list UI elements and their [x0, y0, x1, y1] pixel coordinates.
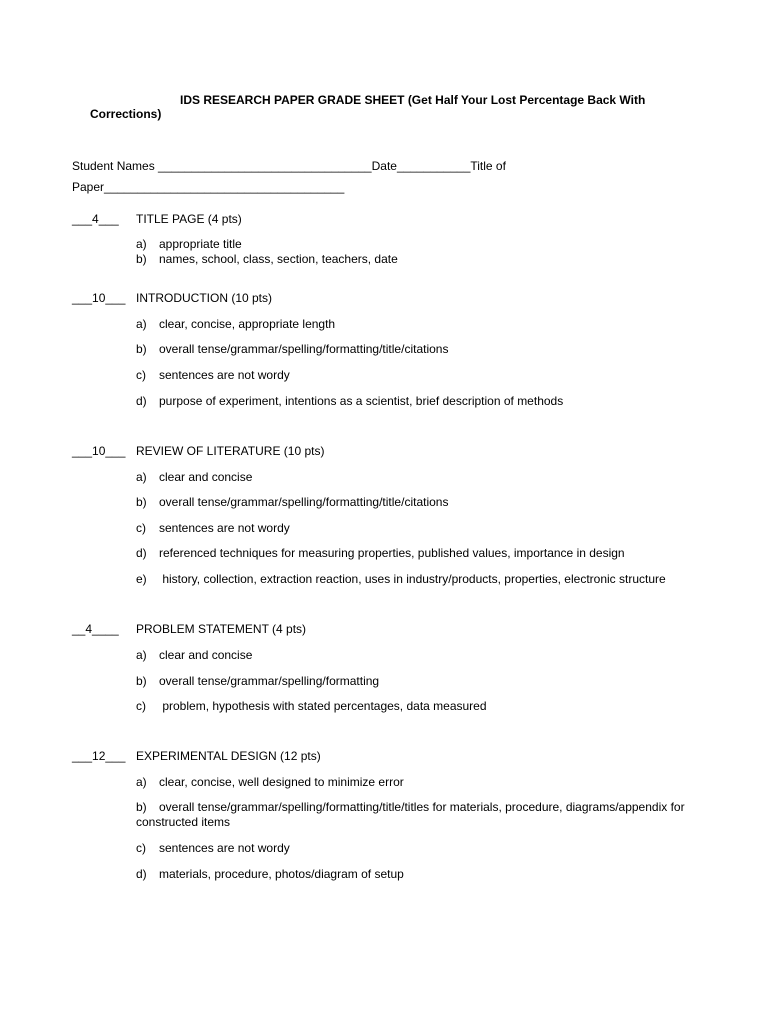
section-heading: REVIEW OF LITERATURE (10 pts)	[136, 444, 325, 458]
item-text: overall tense/grammar/spelling/formatting/title/titles for materials, procedure, diagrams/appendix for constructed items	[136, 800, 685, 829]
item-letter: a)	[136, 237, 147, 251]
section-score: __4____	[72, 622, 119, 636]
section-score: ___10___	[72, 291, 126, 305]
list-item	[136, 648, 252, 662]
list-item	[136, 572, 666, 586]
item-text: overall tense/grammar/spelling/formatting/title/citations	[159, 342, 449, 356]
student-names-date-field: Student Names ________________________________Date___________Title of	[72, 159, 506, 173]
paper-title-field: Paper____________________________________	[72, 180, 345, 194]
item-letter: c)	[136, 699, 146, 713]
item-letter: b)	[136, 800, 147, 814]
section-score: ___10___	[72, 444, 126, 458]
item-text: names, school, class, section, teachers, date	[159, 252, 398, 266]
item-letter: b)	[136, 342, 147, 356]
item-text: history, collection, extraction reaction, uses in industry/products, properties, electronic structure	[159, 572, 666, 586]
item-text: purpose of experiment, intentions as a scientist, brief description of methods	[159, 394, 564, 408]
item-letter: e)	[136, 572, 147, 586]
title-line-1: IDS RESEARCH PAPER GRADE SHEET (Get Half Your Lost Percentage Back With	[180, 93, 646, 107]
list-item	[136, 368, 290, 382]
list-item	[136, 841, 290, 855]
item-letter: d)	[136, 394, 147, 408]
item-letter: d)	[136, 867, 147, 881]
item-text: clear and concise	[159, 648, 253, 662]
item-text: sentences are not wordy	[159, 368, 290, 382]
list-item	[136, 867, 404, 881]
item-text: clear, concise, appropriate length	[159, 317, 336, 331]
item-text: clear, concise, well designed to minimize error	[159, 775, 404, 789]
item-text: materials, procedure, photos/diagram of setup	[159, 867, 404, 881]
item-text: overall tense/grammar/spelling/formatting/title/citations	[159, 495, 449, 509]
item-letter: a)	[136, 775, 147, 789]
list-item	[136, 252, 398, 266]
section-heading: PROBLEM STATEMENT (4 pts)	[136, 622, 307, 636]
item-letter: c)	[136, 368, 146, 382]
section-heading: EXPERIMENTAL DESIGN (12 pts)	[136, 749, 321, 763]
item-text: appropriate title	[159, 237, 242, 251]
section-score: ___12___	[72, 749, 126, 763]
item-letter: c)	[136, 521, 146, 535]
item-letter: a)	[136, 470, 147, 484]
list-item	[136, 699, 487, 713]
list-item	[136, 394, 563, 408]
list-item	[136, 775, 404, 789]
list-item	[136, 342, 448, 356]
item-text: overall tense/grammar/spelling/formatting	[159, 674, 380, 688]
item-letter: b)	[136, 674, 147, 688]
list-item	[136, 317, 335, 331]
item-letter: a)	[136, 648, 147, 662]
item-text: problem, hypothesis with stated percentages, data measured	[159, 699, 487, 713]
section-score: ___4___	[72, 212, 119, 226]
item-letter: a)	[136, 317, 147, 331]
item-text: referenced techniques for measuring properties, published values, importance in design	[159, 546, 625, 560]
list-item	[136, 237, 242, 251]
list-item	[136, 800, 696, 830]
item-letter: d)	[136, 546, 147, 560]
item-letter: c)	[136, 841, 146, 855]
section-heading: TITLE PAGE (4 pts)	[136, 212, 242, 226]
item-letter: b)	[136, 495, 147, 509]
item-text: clear and concise	[159, 470, 253, 484]
list-item	[136, 495, 448, 509]
section-heading: INTRODUCTION (10 pts)	[136, 291, 273, 305]
list-item	[136, 546, 625, 560]
title-line-2: Corrections)	[90, 107, 162, 121]
list-item	[136, 674, 379, 688]
item-text: sentences are not wordy	[159, 841, 290, 855]
list-item	[136, 521, 290, 535]
item-text: sentences are not wordy	[159, 521, 290, 535]
item-letter: b)	[136, 252, 147, 266]
list-item	[136, 470, 252, 484]
